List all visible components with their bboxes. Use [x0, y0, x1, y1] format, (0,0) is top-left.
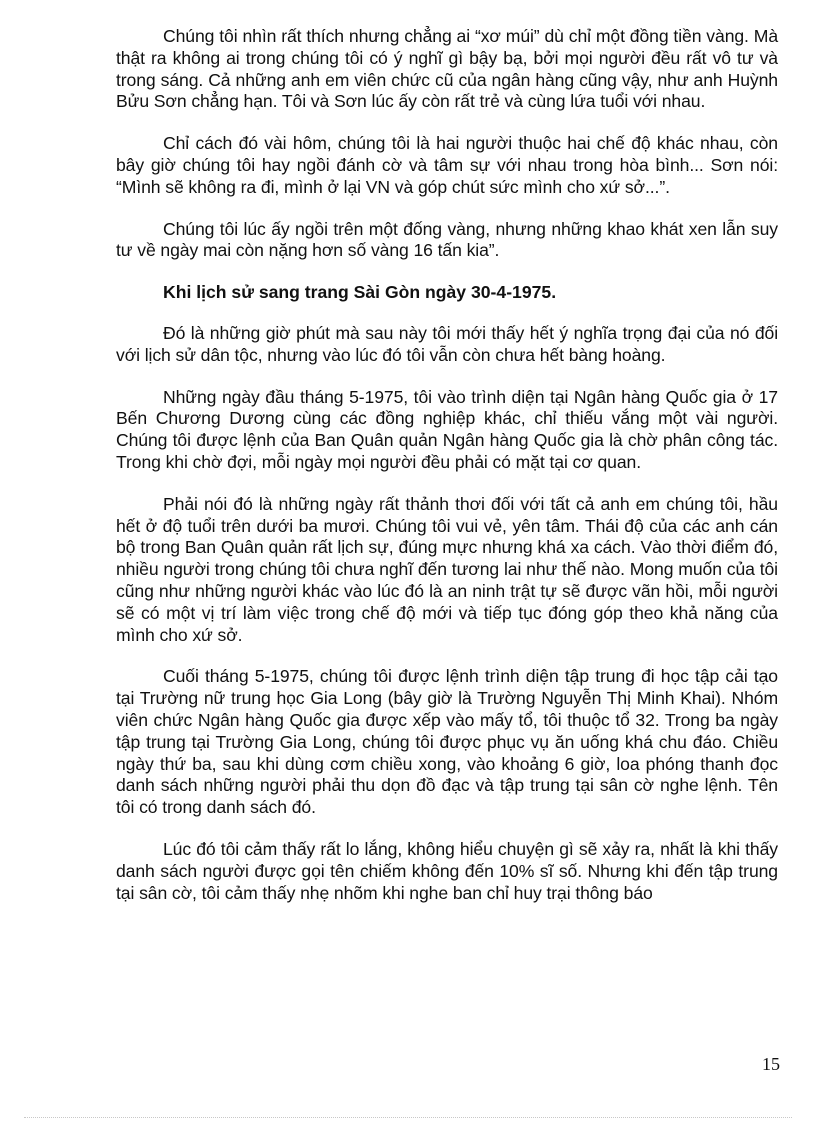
page-body [116, 26, 778, 924]
page-number: 15 [762, 1054, 780, 1074]
paragraph-gia-long: Cuối tháng 5-1975, chúng tôi được lệnh trình diện tập trung đi học tập cải tạo tại Trường nữ trung học Gia Long (bây giờ là Trường Nguyễn Thị Minh Khai). Nhóm viên chức Ngân hàng Quốc gia được xếp vào mấy tổ, tôi thuộc tổ 32. Trong ba ngày tập trung tại Trường Gia Long, chúng tôi được phục vụ ăn uống khá chu đáo. Chiều ngày thứ ba, sau khi dùng cơm chiều xong, vào khoảng 6 giờ, loa phóng thanh đọc danh sách những người phải thu dọn đồ đạc và tập trung tại sân cờ nghe lệnh. Tên tôi có trong danh sách đó. [116, 666, 778, 818]
paragraph-may-1975-report: Những ngày đầu tháng 5-1975, tôi vào trình diện tại Ngân hàng Quốc gia ở 17 Bến Chương Dương cùng các đồng nghiệp khác, chỉ thiếu vắng một vài người. Chúng tôi được lệnh của Ban Quân quản Ngân hàng Quốc gia là chờ phân công tác. Trong khi chờ đợi, mỗi ngày mọi người đều phải có mặt tại cơ quan. [116, 386, 778, 472]
paragraph-16-tons: Chúng tôi lúc ấy ngồi trên một đống vàng, nhưng những khao khát xen lẫn suy tư về ngày mai còn nặng hơn số vàng 16 tấn kia”. [116, 218, 778, 261]
section-heading: Khi lịch sử sang trang Sài Gòn ngày 30-4-1975. [163, 282, 557, 303]
page-bottom-divider [24, 1117, 792, 1118]
paragraph-historic-moment: Đó là những giờ phút mà sau này tôi mới thấy hết ý nghĩa trọng đại của nó đối với lịch sử dân tộc, nhưng vào lúc đó tôi vẫn còn chưa hết bàng hoàng. [116, 322, 778, 365]
paragraph-gold-pile: Chúng tôi nhìn rất thích nhưng chẳng ai “xơ múi” dù chỉ một đồng tiền vàng. Mà thật ra không ai trong chúng tôi có ý nghĩ gì bậy bạ, bởi mọi người đều rất vô tư và trong sáng. Cả những anh em viên chức cũ của ngân hàng cũng vậy, như anh Huỳnh Bửu Sơn chẳng hạn. Tôi và Sơn lúc ấy còn rất trẻ và cùng lứa tuổi với nhau. [116, 26, 778, 112]
paragraph-leisure-days: Phải nói đó là những ngày rất thảnh thơi đối với tất cả anh em chúng tôi, hầu hết ở độ tuổi trên dưới ba mươi. Chúng tôi vui vẻ, yên tâm. Thái độ của các anh cán bộ trong Ban Quân quản rất lịch sự, đúng mực nhưng khá xa cách. Vào thời điểm đó, nhiều người trong chúng tôi chưa nghĩ đến tương lai như thế nào. Mong muốn của tôi cũng như những người khác vào lúc đó là an ninh trật tự sẽ được vãn hồi, mỗi người sẽ có một vị trí làm việc trong chế độ mới và tiếp tục đóng góp theo khả năng của mình cho xứ sở. [116, 493, 778, 645]
paragraph-flag-yard: Lúc đó tôi cảm thấy rất lo lắng, không hiểu chuyện gì sẽ xảy ra, nhất là khi thấy danh sách người được gọi tên chiếm không đến 10% sĩ số. Nhưng khi đến tập trung tại sân cờ, tôi cảm thấy nhẹ nhõm khi nghe ban chỉ huy trại thông báo [116, 838, 778, 903]
paragraph-chess-son: Chỉ cách đó vài hôm, chúng tôi là hai người thuộc hai chế độ khác nhau, còn bây giờ chúng tôi hay ngồi đánh cờ và tâm sự với nhau trong hòa bình... Sơn nói: “Mình sẽ không ra đi, mình ở lại VN và góp chút sức mình cho xứ sở...”. [116, 133, 778, 197]
